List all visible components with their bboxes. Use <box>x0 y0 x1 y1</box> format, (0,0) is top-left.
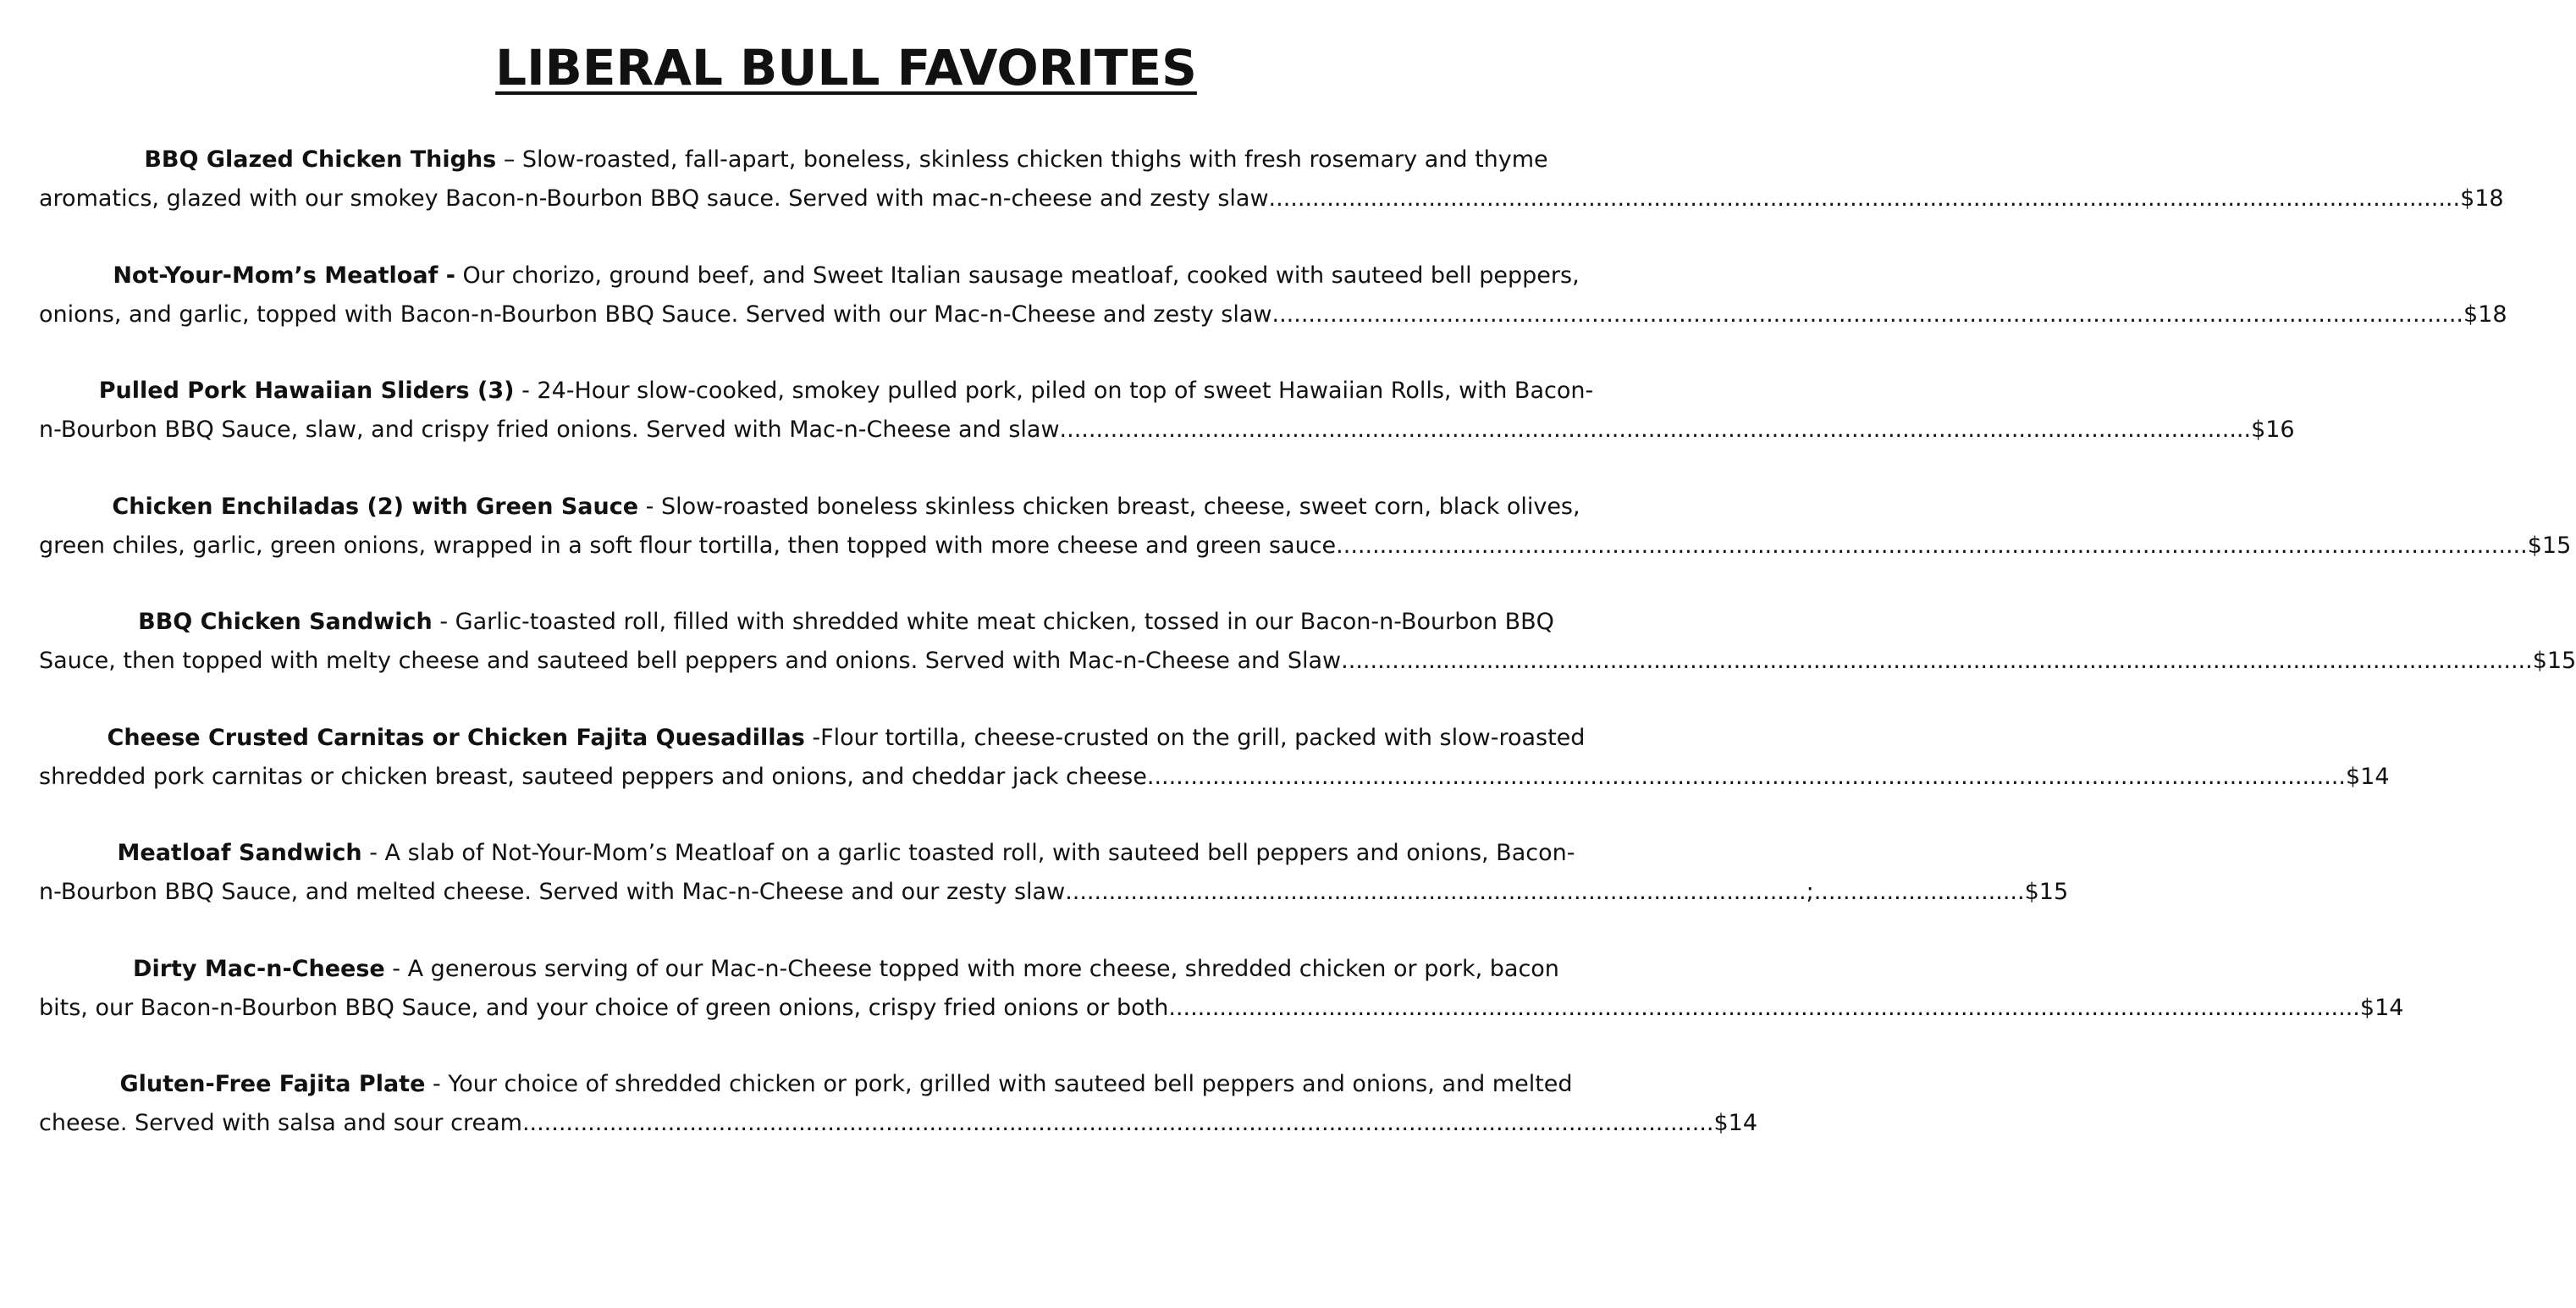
menu-item-description-cont: shredded pork carnitas or chicken breast, sauteed peppers and onions, and cheddar jack cheese. <box>39 763 1155 790</box>
menu-item-line1 <box>0 1065 1692 1104</box>
menu-item-description-cont: n-Bourbon BBQ Sauce, and melted cheese. Served with Mac-n-Cheese and our zesty slaw <box>39 879 1066 905</box>
menu-item-line1 <box>0 141 1692 179</box>
menu-item <box>0 141 2504 257</box>
menu-item <box>0 603 2576 719</box>
menu-item-line1 <box>0 488 1692 527</box>
menu-item-name: Gluten-Free Fajita Plate <box>119 1071 426 1097</box>
menu-item-line2 <box>39 758 2390 797</box>
dot-leader: .................................................................................................................................................................... <box>1271 301 2464 328</box>
menu-item-description: Our chorizo, ground beef, and Sweet Italian sausage meatloaf, cooked with sauteed bell peppers, <box>455 262 1580 289</box>
dot-leader: .................................................................................................................................................................... <box>1154 763 2346 790</box>
menu-item-description-cont: onions, and garlic, topped with Bacon-n-Bourbon BBQ Sauce. Served with our Mac-n-Cheese and zesty slaw <box>39 301 1272 328</box>
menu-item-description: - A generous serving of our Mac-n-Cheese topped with more cheese, shredded chicken or pork, bacon <box>384 955 1559 982</box>
menu-item-price: $18 <box>2460 185 2504 212</box>
menu-item-line2 <box>39 179 2504 218</box>
dot-leader: ......................................................................................................;............................. <box>1065 879 2025 905</box>
menu-item <box>0 1065 1758 1181</box>
menu-item-price: $15 <box>2527 532 2572 559</box>
menu-item-description-cont: aromatics, glazed with our smokey Bacon-n-Bourbon BBQ sauce. Served with mac-n-cheese and zesty slaw <box>39 185 1269 212</box>
menu-item-price: $16 <box>2251 417 2295 443</box>
menu-item-price: $14 <box>2345 763 2390 790</box>
menu-item-description: - Garlic-toasted roll, filled with shredded white meat chicken, tossed in our Bacon-n-Bourbon BBQ <box>432 609 1554 635</box>
menu-item <box>0 834 2069 950</box>
menu-item-description: - 24-Hour slow-cooked, smokey pulled pork, piled on top of sweet Hawaiian Rolls, with Bacon- <box>514 378 1594 404</box>
menu-item-description: - Your choice of shredded chicken or pork, grilled with sauteed bell peppers and onions, and melted <box>425 1071 1573 1097</box>
menu-item-line1 <box>0 603 1692 642</box>
menu-item-name: Dirty Mac-n-Cheese <box>133 955 385 982</box>
menu-item-name: Cheese Crusted Carnitas or Chicken Fajita Quesadillas <box>107 724 805 751</box>
menu-item-price: $14 <box>2359 994 2404 1021</box>
menu-item-description-cont: cheese. Served with salsa and sour cream <box>39 1110 522 1136</box>
menu-item-line2 <box>39 873 2069 912</box>
menu-item-description: - A slab of Not-Your-Mom’s Meatloaf on a garlic toasted roll, with sauteed bell peppers and onions, Bacon- <box>361 840 1575 866</box>
menu-item-description-cont: Sauce, then topped with melty cheese and sauteed bell peppers and onions. Served with Mac-n-Cheese and Slaw <box>39 648 1342 674</box>
dot-leader: .................................................................................................................................................................... <box>1059 417 2252 443</box>
menu-item-name: BBQ Chicken Sandwich <box>138 609 433 635</box>
menu-item-description-cont: green chiles, garlic, green onions, wrapped in a soft flour tortilla, then topped with more cheese and green sauce <box>39 532 1337 559</box>
menu-item <box>0 372 2295 488</box>
menu-item-line1 <box>0 950 1692 989</box>
page-title: LIBERAL BULL FAVORITES <box>495 39 1197 97</box>
menu-item-line2 <box>39 527 2572 566</box>
menu-item-price: $15 <box>2532 648 2576 674</box>
menu-item-name: BBQ Glazed Chicken Thighs <box>144 146 497 173</box>
menu-item-description: – Slow-roasted, fall-apart, boneless, skinless chicken thighs with fresh rosemary and thyme <box>496 146 1548 173</box>
menu-item <box>0 488 2572 604</box>
menu-item-line2 <box>39 295 2507 334</box>
menu-item <box>0 950 2404 1066</box>
menu-item-name: Pulled Pork Hawaiian Sliders (3) <box>98 378 515 404</box>
menu-item-price: $15 <box>2024 879 2069 905</box>
menu-item-price: $14 <box>1713 1110 1758 1136</box>
menu-item-description: - Slow-roasted boneless skinless chicken breast, cheese, sweet corn, black olives, <box>638 493 1580 520</box>
menu-item-line1 <box>0 719 1692 758</box>
menu-item-description-cont: n-Bourbon BBQ Sauce, slaw, and crispy fried onions. Served with Mac-n-Cheese and slaw <box>39 417 1060 443</box>
dot-leader: .................................................................................................................................................................... <box>521 1110 1714 1136</box>
menu-item-price: $18 <box>2463 301 2507 328</box>
menu-item-line2 <box>39 1104 1758 1143</box>
menu-item-line2 <box>39 642 2576 681</box>
menu-item-line2 <box>39 989 2404 1028</box>
menu-item <box>0 257 2507 373</box>
menu-item-name: Chicken Enchiladas (2) with Green Sauce <box>112 493 639 520</box>
menu-item-description-cont: bits, our Bacon-n-Bourbon BBQ Sauce, and your choice of green onions, crispy fried onions or both <box>39 994 1169 1021</box>
menu-item-description: -Flour tortilla, cheese-crusted on the grill, packed with slow-roasted <box>804 724 1586 751</box>
menu-item-line1 <box>0 257 1692 295</box>
menu-item <box>0 719 2390 835</box>
dot-leader: .................................................................................................................................................................... <box>1168 994 2360 1021</box>
menu-item-line1 <box>0 372 1692 411</box>
dot-leader: .................................................................................................................................................................... <box>1268 185 2461 212</box>
dot-leader: .................................................................................................................................................................... <box>1336 532 2528 559</box>
menu-item-name: Not-Your-Mom’s Meatloaf - <box>113 262 455 289</box>
menu-item-line2 <box>39 411 2295 450</box>
menu-items <box>0 141 2576 1181</box>
menu-item-line1 <box>0 834 1692 873</box>
menu-item-name: Meatloaf Sandwich <box>117 840 362 866</box>
dot-leader: .................................................................................................................................................................... <box>1341 648 2533 674</box>
